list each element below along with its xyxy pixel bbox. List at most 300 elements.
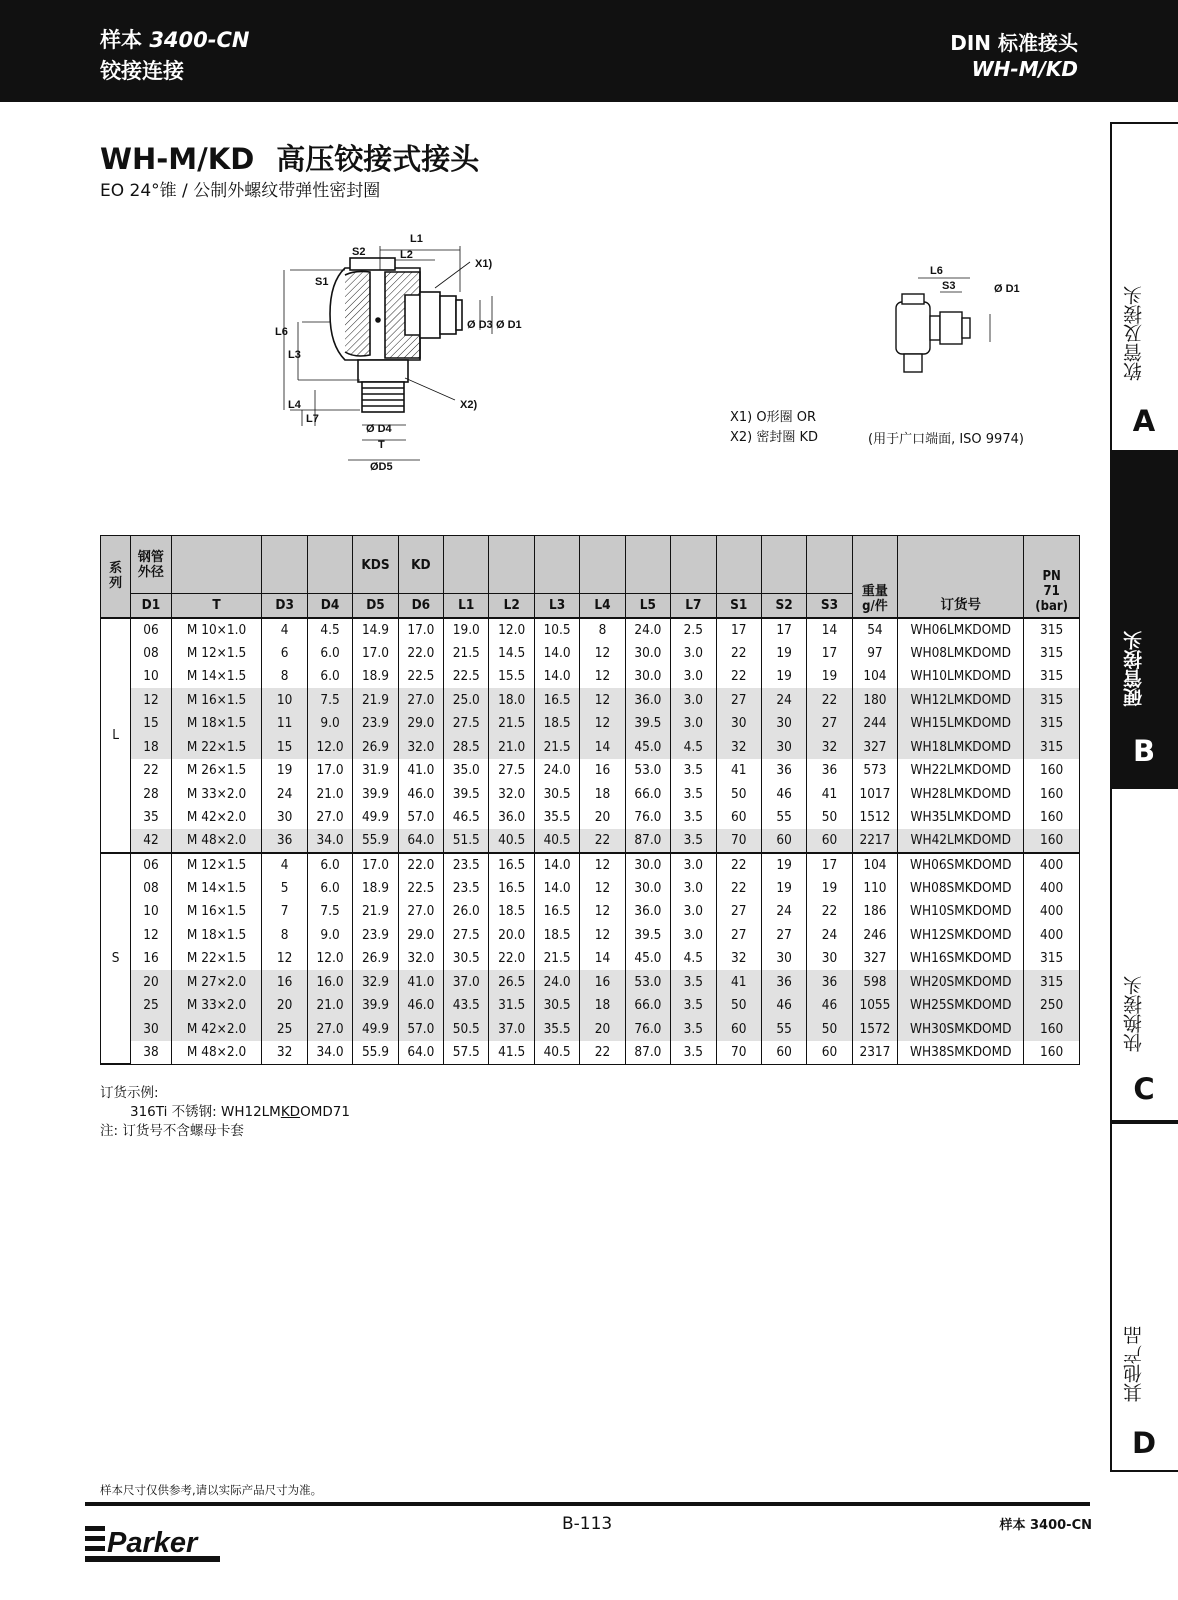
table-row	[101, 688, 1080, 712]
table-cell: 46.0	[398, 782, 443, 806]
table-cell: 3.0	[671, 900, 716, 924]
table-cell: 51.5	[444, 829, 489, 853]
table-cell: 12	[580, 665, 625, 689]
table-cell: 12	[580, 923, 625, 947]
chapter-tabs	[1110, 122, 1178, 1472]
table-cell: 18	[580, 994, 625, 1018]
order-number-cell: WH12LMKDOMD	[898, 688, 1024, 712]
table-cell: 70	[716, 1041, 761, 1065]
table-cell: 21.0	[307, 782, 352, 806]
table-cell: 26.0	[444, 900, 489, 924]
table-cell: 12	[580, 876, 625, 900]
table-cell: 14.0	[534, 853, 579, 877]
table-cell: 37.0	[444, 970, 489, 994]
order-number-cell: WH35LMKDOMD	[898, 806, 1024, 830]
table-cell: 3.0	[671, 923, 716, 947]
table-cell: 41.5	[489, 1041, 534, 1065]
table-cell: 11	[262, 712, 307, 736]
table-cell: 6.0	[307, 876, 352, 900]
table-cell: 39.5	[625, 712, 670, 736]
table-cell: 76.0	[625, 806, 670, 830]
table-row	[101, 759, 1080, 783]
table-cell: 21.5	[489, 712, 534, 736]
dim-s1: S1	[315, 276, 329, 288]
table-cell: 50	[716, 782, 761, 806]
table-cell: 24	[761, 900, 806, 924]
table-row	[101, 782, 1080, 806]
table-cell: 7.5	[307, 688, 352, 712]
table-cell: 30.0	[625, 853, 670, 877]
table-cell: 21.9	[353, 688, 398, 712]
table-cell: 21.5	[534, 735, 579, 759]
dim-d3: Ø D3	[467, 319, 493, 331]
table-cell: M 42×2.0	[171, 1017, 262, 1041]
table-cell: 16	[262, 970, 307, 994]
table-row	[101, 665, 1080, 689]
table-cell: 14	[807, 618, 852, 642]
dim-t: T	[378, 439, 385, 451]
title-code: WH-M/KD	[100, 142, 255, 176]
column-header: L3	[534, 594, 579, 618]
series-cell: S	[101, 853, 131, 1065]
table-cell: 49.9	[353, 806, 398, 830]
table-cell: 27.0	[398, 688, 443, 712]
table-cell: 35.0	[444, 759, 489, 783]
table-cell: 315	[1024, 735, 1080, 759]
table-cell: 315	[1024, 641, 1080, 665]
table-cell: 25	[131, 994, 171, 1018]
table-cell: 32	[716, 947, 761, 971]
table-cell: 60	[807, 1041, 852, 1065]
table-cell: 22	[807, 900, 852, 924]
table-cell: 16.0	[307, 970, 352, 994]
table-cell: 27.0	[307, 1017, 352, 1041]
table-cell: 18.0	[489, 688, 534, 712]
table-cell: 27	[807, 712, 852, 736]
table-cell: 16.5	[534, 688, 579, 712]
parker-logo	[85, 1514, 220, 1564]
table-cell: 3.5	[671, 994, 716, 1018]
order-number-cell: WH06SMKDOMD	[898, 853, 1024, 877]
table-body	[101, 618, 1080, 1065]
table-cell: 14.0	[534, 665, 579, 689]
table-cell: 22.0	[489, 947, 534, 971]
table-cell: 35.5	[534, 1017, 579, 1041]
table-cell: 15.5	[489, 665, 534, 689]
table-cell: 55	[761, 806, 806, 830]
table-cell: 14	[580, 735, 625, 759]
table-cell: 30	[131, 1017, 171, 1041]
footer-catalog: 样本 3400-CN	[999, 1518, 1092, 1533]
table-cell: 19	[262, 759, 307, 783]
table-cell: 20	[131, 970, 171, 994]
table-cell: 20.0	[489, 923, 534, 947]
table-cell: 12.0	[489, 618, 534, 642]
table-cell: 27	[716, 900, 761, 924]
table-cell: 27.0	[307, 806, 352, 830]
table-cell: 26.9	[353, 735, 398, 759]
table-cell: 6.0	[307, 641, 352, 665]
table-cell: 23.5	[444, 876, 489, 900]
order-number-cell: WH10SMKDOMD	[898, 900, 1024, 924]
table-cell: 37.0	[489, 1017, 534, 1041]
table-cell: 315	[1024, 970, 1080, 994]
table-cell: 25	[262, 1017, 307, 1041]
dim-l3: L3	[288, 349, 301, 361]
table-cell: 14	[580, 947, 625, 971]
table-cell: M 42×2.0	[171, 806, 262, 830]
table-cell: M 16×1.5	[171, 688, 262, 712]
dim-x2: X2)	[460, 399, 478, 411]
table-cell: 23.9	[353, 923, 398, 947]
table-cell: 327	[852, 735, 897, 759]
table-cell: 36	[807, 970, 852, 994]
table-cell: 8	[262, 923, 307, 947]
table-row	[101, 735, 1080, 759]
table-cell: 43.5	[444, 994, 489, 1018]
table-cell: 12	[580, 641, 625, 665]
table-cell: 3.0	[671, 876, 716, 900]
table-cell: 41	[716, 970, 761, 994]
table-cell: 24.0	[534, 970, 579, 994]
table-cell: 20	[580, 1017, 625, 1041]
table-cell: 27.0	[398, 900, 443, 924]
table-cell: 3.0	[671, 853, 716, 877]
section-name: 铰接连接	[100, 59, 184, 83]
table-cell: 97	[852, 641, 897, 665]
table-cell: 22	[580, 829, 625, 853]
table-cell: 36	[761, 759, 806, 783]
table-cell: 36.0	[625, 688, 670, 712]
footer-rule	[85, 1502, 1090, 1506]
tab-letter: B	[1132, 734, 1156, 768]
table-cell: 2217	[852, 829, 897, 853]
table-cell: 22.5	[398, 876, 443, 900]
table-cell: 12	[580, 853, 625, 877]
table-cell: M 16×1.5	[171, 900, 262, 924]
header-tube-od: 钢管外径	[131, 536, 171, 594]
table-cell: 16	[580, 970, 625, 994]
table-cell: 35.5	[534, 806, 579, 830]
dim-l6: L6	[275, 326, 288, 338]
tab-label: 软管及接头	[1123, 286, 1145, 382]
table-cell: 315	[1024, 665, 1080, 689]
table-cell: 24	[262, 782, 307, 806]
table-cell: 40.5	[534, 829, 579, 853]
column-header: D4	[307, 594, 352, 618]
table-cell: 57.0	[398, 806, 443, 830]
table-row	[101, 970, 1080, 994]
table-cell: 16.5	[489, 876, 534, 900]
table-cell: 21.5	[444, 641, 489, 665]
page-header	[0, 0, 1178, 102]
table-cell: 598	[852, 970, 897, 994]
table-cell: 2.5	[671, 618, 716, 642]
table-cell: 3.5	[671, 970, 716, 994]
table-cell: 400	[1024, 876, 1080, 900]
order-example-line: 316Ti 不锈钢: WH12LMKDOMD71	[130, 1104, 350, 1120]
table-cell: 22	[580, 1041, 625, 1065]
tab-label: 其他产品	[1123, 1326, 1145, 1402]
table-cell: 3.5	[671, 1041, 716, 1065]
page-number: B-113	[562, 1514, 613, 1534]
table-row	[101, 876, 1080, 900]
order-number-cell: WH08SMKDOMD	[898, 876, 1024, 900]
table-cell: 180	[852, 688, 897, 712]
tab-quick-couplings[interactable]	[1110, 787, 1178, 1122]
table-cell: 53.0	[625, 970, 670, 994]
table-cell: 22.0	[398, 641, 443, 665]
table-cell: 327	[852, 947, 897, 971]
tab-letter: C	[1133, 1072, 1155, 1106]
table-cell: 21.0	[489, 735, 534, 759]
table-cell: 6.0	[307, 853, 352, 877]
order-number-cell: WH12SMKDOMD	[898, 923, 1024, 947]
table-cell: 18.9	[353, 665, 398, 689]
table-cell: M 48×2.0	[171, 829, 262, 853]
table-cell: 22.5	[444, 665, 489, 689]
dim-d5: ØD5	[370, 461, 393, 473]
tab-other-products[interactable]	[1110, 1122, 1178, 1472]
table-cell: 250	[1024, 994, 1080, 1018]
table-cell: 315	[1024, 712, 1080, 736]
dim-x1: X1)	[475, 258, 493, 270]
table-cell: 9.0	[307, 712, 352, 736]
catalog-number: 3400-CN	[149, 28, 250, 52]
table-cell: 18	[131, 735, 171, 759]
dim-d4: Ø D4	[366, 423, 392, 435]
table-cell: 60	[761, 829, 806, 853]
table-cell: 50	[716, 994, 761, 1018]
table-row	[101, 947, 1080, 971]
header-kds: KDS	[353, 536, 398, 594]
order-number-cell: WH08LMKDOMD	[898, 641, 1024, 665]
table-cell: 1572	[852, 1017, 897, 1041]
table-cell: 06	[131, 853, 171, 877]
table-cell: 30.0	[625, 641, 670, 665]
product-code-header: WH-M/KD	[971, 57, 1078, 81]
table-cell: 12.0	[307, 735, 352, 759]
table-cell: 18.5	[534, 712, 579, 736]
table-cell: 7.5	[307, 900, 352, 924]
svg-text:Parker: Parker	[107, 1527, 198, 1559]
order-number-cell: WH25SMKDOMD	[898, 994, 1024, 1018]
legend-note: (用于广口端面, ISO 9974)	[868, 432, 1024, 447]
table-row	[101, 806, 1080, 830]
table-cell: 60	[807, 829, 852, 853]
table-cell: 30.0	[625, 876, 670, 900]
table-cell: 34.0	[307, 829, 352, 853]
table-cell: 17.0	[398, 618, 443, 642]
table-cell: 27	[761, 923, 806, 947]
legend-x1: X1) O形圈 OR	[730, 410, 817, 425]
table-cell: 3.0	[671, 712, 716, 736]
table-cell: 50.5	[444, 1017, 489, 1041]
column-header: D6	[398, 594, 443, 618]
table-cell: 21.5	[534, 947, 579, 971]
table-cell: 64.0	[398, 829, 443, 853]
table-cell: 06	[131, 618, 171, 642]
table-cell: 15	[262, 735, 307, 759]
catalog-word: 样本	[100, 28, 142, 52]
tab-hoses[interactable]	[1110, 122, 1178, 452]
tab-letter: D	[1131, 1426, 1157, 1460]
table-cell: 160	[1024, 759, 1080, 783]
table-cell: 08	[131, 641, 171, 665]
table-cell: 3.0	[671, 641, 716, 665]
table-cell: 42	[131, 829, 171, 853]
table-cell: 10	[262, 688, 307, 712]
table-cell: 160	[1024, 1041, 1080, 1065]
table-cell: 17.0	[353, 641, 398, 665]
dim-l4: L4	[288, 399, 301, 411]
table-cell: 53.0	[625, 759, 670, 783]
table-cell: 12	[131, 688, 171, 712]
table-cell: 12	[580, 712, 625, 736]
table-cell: 22	[807, 688, 852, 712]
table-cell: 6.0	[307, 665, 352, 689]
table-cell: 39.9	[353, 782, 398, 806]
table-cell: 25.0	[444, 688, 489, 712]
column-header: L4	[580, 594, 625, 618]
table-cell: 08	[131, 876, 171, 900]
column-header: T	[171, 594, 262, 618]
page-title	[100, 137, 479, 178]
table-cell: 27	[716, 923, 761, 947]
column-header: L2	[489, 594, 534, 618]
table-cell: 46	[761, 782, 806, 806]
table-cell: 22	[716, 853, 761, 877]
fitting-side-drawing	[890, 258, 1040, 398]
dim-l2: L2	[400, 249, 413, 261]
title-name: 高压铰接式接头	[276, 142, 480, 176]
table-cell: 26.5	[489, 970, 534, 994]
ordering-example	[100, 1084, 350, 1141]
table-cell: 4.5	[307, 618, 352, 642]
table-cell: 17	[807, 853, 852, 877]
table-cell: 30.5	[534, 994, 579, 1018]
header-pn: PN 71 (bar)	[1024, 536, 1080, 618]
table-cell: 29.0	[398, 923, 443, 947]
table-cell: 1017	[852, 782, 897, 806]
table-cell: 46.5	[444, 806, 489, 830]
table-cell: 14.5	[489, 641, 534, 665]
table-cell: 12	[131, 923, 171, 947]
table-cell: 66.0	[625, 782, 670, 806]
table-cell: 29.0	[398, 712, 443, 736]
table-cell: 19	[761, 853, 806, 877]
table-cell: 8	[580, 618, 625, 642]
table-cell: 19	[761, 876, 806, 900]
table-cell: 46.0	[398, 994, 443, 1018]
table-cell: 39.5	[625, 923, 670, 947]
table-cell: 22.5	[398, 665, 443, 689]
table-cell: 41.0	[398, 970, 443, 994]
table-cell: 400	[1024, 923, 1080, 947]
catalog-label	[100, 24, 249, 54]
table-cell: 32	[716, 735, 761, 759]
table-cell: 3.5	[671, 759, 716, 783]
table-cell: 28	[131, 782, 171, 806]
table-cell: 4.5	[671, 735, 716, 759]
tab-letter: A	[1132, 404, 1156, 438]
table-cell: 3.5	[671, 806, 716, 830]
table-cell: 64.0	[398, 1041, 443, 1065]
table-cell: 186	[852, 900, 897, 924]
dim-l1: L1	[410, 233, 423, 245]
table-cell: 23.5	[444, 853, 489, 877]
table-cell: M 18×1.5	[171, 712, 262, 736]
table-cell: 46	[761, 994, 806, 1018]
table-cell: 3.5	[671, 782, 716, 806]
side-dim-d1: Ø D1	[994, 283, 1020, 295]
table-cell: 38	[131, 1041, 171, 1065]
header-kd: KD	[398, 536, 443, 594]
table-cell: M 26×1.5	[171, 759, 262, 783]
side-dim-s3: S3	[942, 280, 956, 292]
table-cell: 30	[761, 735, 806, 759]
table-cell: 41.0	[398, 759, 443, 783]
table-row	[101, 923, 1080, 947]
table-cell: 104	[852, 665, 897, 689]
column-header: D1	[131, 594, 171, 618]
table-cell: 30	[807, 947, 852, 971]
column-header: S3	[807, 594, 852, 618]
table-cell: 18.5	[534, 923, 579, 947]
table-cell: M 48×2.0	[171, 1041, 262, 1065]
table-cell: 20	[580, 806, 625, 830]
column-header: S1	[716, 594, 761, 618]
series-cell: L	[101, 618, 131, 853]
order-number-cell: WH22LMKDOMD	[898, 759, 1024, 783]
table-cell: 36	[262, 829, 307, 853]
table-cell: 24	[807, 923, 852, 947]
table-cell: 14.0	[534, 641, 579, 665]
order-number-cell: WH06LMKDOMD	[898, 618, 1024, 642]
table-row	[101, 1017, 1080, 1041]
table-cell: 160	[1024, 1017, 1080, 1041]
table-cell: 24.0	[534, 759, 579, 783]
table-cell: 39.9	[353, 994, 398, 1018]
table-cell: 3.5	[671, 1017, 716, 1041]
table-cell: M 18×1.5	[171, 923, 262, 947]
table-cell: 10	[131, 665, 171, 689]
column-header: D3	[262, 594, 307, 618]
tab-tube-fittings[interactable]	[1110, 452, 1178, 787]
table-cell: 23.9	[353, 712, 398, 736]
table-cell: 39.5	[444, 782, 489, 806]
table-cell: 4	[262, 853, 307, 877]
table-cell: 50	[807, 806, 852, 830]
table-cell: 30	[716, 712, 761, 736]
column-header: L1	[444, 594, 489, 618]
table-cell: 22	[716, 876, 761, 900]
table-cell: 10	[131, 900, 171, 924]
table-cell: 12	[262, 947, 307, 971]
table-cell: 32.0	[398, 947, 443, 971]
table-cell: 24	[761, 688, 806, 712]
table-cell: 19	[807, 876, 852, 900]
table-cell: 1512	[852, 806, 897, 830]
table-cell: 30.5	[534, 782, 579, 806]
order-example-heading: 订货示例:	[100, 1085, 159, 1101]
table-cell: 3.0	[671, 688, 716, 712]
table-cell: M 27×2.0	[171, 970, 262, 994]
dim-s2: S2	[352, 246, 366, 258]
table-cell: 22	[716, 665, 761, 689]
fitting-section-drawing	[270, 230, 530, 490]
table-cell: 3.5	[671, 829, 716, 853]
